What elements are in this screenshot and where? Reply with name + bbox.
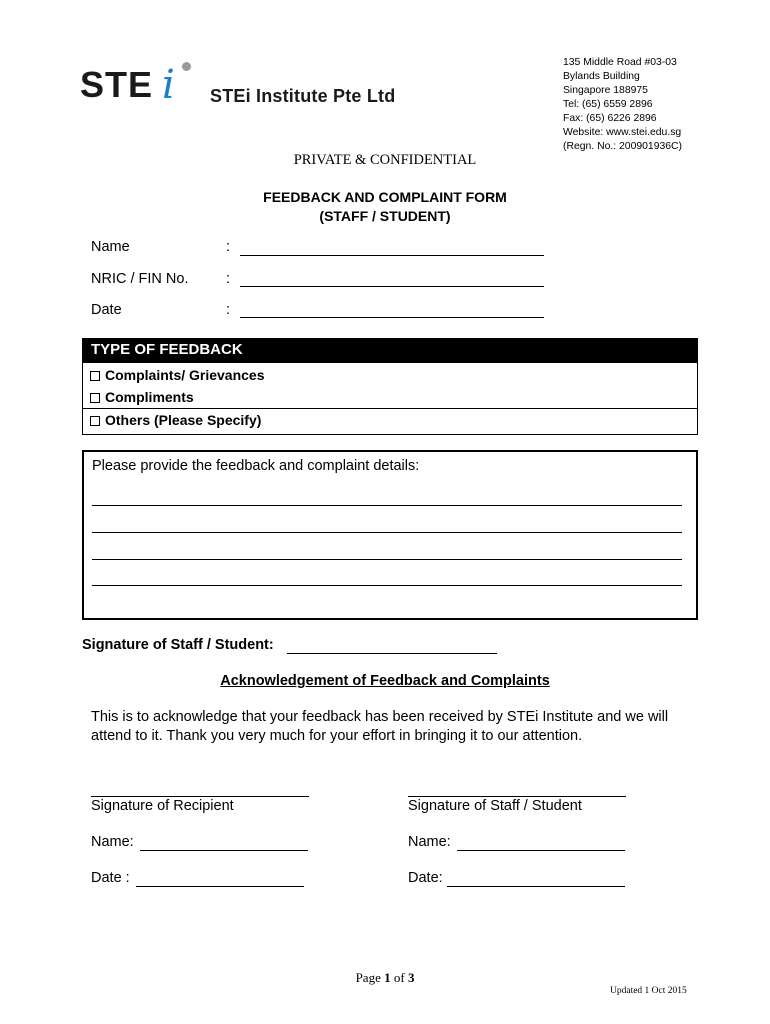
details-line[interactable] [92,505,682,506]
address-line: (Regn. No.: 200901936C) [563,141,682,152]
staff-student-signature-label: Signature of Staff / Student [408,798,582,814]
address-line: Singapore 188975 [563,85,648,96]
feedback-option-others[interactable] [83,409,697,431]
option-label: Complaints/ Grievances [105,367,265,383]
checkbox-icon[interactable] [90,371,100,381]
type-of-feedback-header [83,339,697,363]
name-field[interactable] [240,255,544,256]
confidential-label: PRIVATE & CONFIDENTIAL [293,152,477,168]
name-label: Name [91,239,130,255]
staff-student-date-field[interactable] [447,886,625,887]
nric-colon: : [226,271,231,287]
name-colon: : [226,239,231,255]
feedback-details-box[interactable] [82,450,698,620]
acknowledgement-title: Acknowledgement of Feedback and Complaints [220,673,550,689]
staff-student-date-label: Date: [408,870,443,886]
page-number: Page 1 of 3 [355,970,415,985]
feedback-option-complaints[interactable] [83,364,697,386]
address-line: 135 Middle Road #03-03 [563,57,677,68]
address-line: Website: www.stei.edu.sg [563,127,682,138]
date-colon: : [226,302,231,318]
form-title [0,188,770,226]
acknowledgement-text: This is to acknowledge that your feedback has been received by STEi Institute and we will attend to it. Thank you very much for your effort in bringing it to our attention. [91,709,669,744]
logo-mark-text: STE [80,64,154,105]
signature-staff-student-field[interactable] [287,653,497,654]
details-line[interactable] [92,559,682,560]
form-title-line: FEEDBACK AND COMPLAINT FORM [263,189,507,205]
staff-student-name-label: Name: [408,834,451,850]
updated-date: Updated 1 Oct 2015 [610,986,687,996]
company-address [563,56,753,154]
nric-field[interactable] [240,286,544,287]
details-line[interactable] [92,532,682,533]
recipient-signature-label: Signature of Recipient [91,798,234,814]
address-line: Bylands Building [563,71,640,82]
type-of-feedback-title: TYPE OF FEEDBACK [91,341,243,358]
address-line: Tel: (65) 6559 2896 [563,99,653,110]
recipient-date-label: Date : [91,870,130,886]
details-line[interactable] [92,585,682,586]
date-field[interactable] [240,317,544,318]
recipient-date-field[interactable] [136,886,304,887]
checkbox-icon[interactable] [90,416,100,426]
recipient-name-field[interactable] [140,850,308,851]
date-label: Date [91,302,122,318]
signature-staff-student-label: Signature of Staff / Student: [82,637,274,653]
logo-dot-icon [182,62,191,71]
address-line: Fax: (65) 6226 2896 [563,113,657,124]
staff-student-signature-line[interactable] [408,796,626,797]
type-of-feedback-table [82,338,698,435]
staff-student-name-field[interactable] [457,850,625,851]
feedback-option-compliments[interactable] [83,386,697,408]
form-subtitle-line: (STAFF / STUDENT) [319,208,451,224]
checkbox-icon[interactable] [90,393,100,403]
recipient-signature-line[interactable] [91,796,309,797]
recipient-name-label: Name: [91,834,134,850]
company-name: STEi Institute Pte Ltd [210,86,396,106]
company-logo [80,62,420,110]
option-label: Compliments [105,389,194,405]
details-prompt: Please provide the feedback and complaint details: [92,458,420,474]
option-label: Others (Please Specify) [105,412,262,428]
nric-label: NRIC / FIN No. [91,271,189,287]
logo-mark-italic: i [162,62,175,108]
